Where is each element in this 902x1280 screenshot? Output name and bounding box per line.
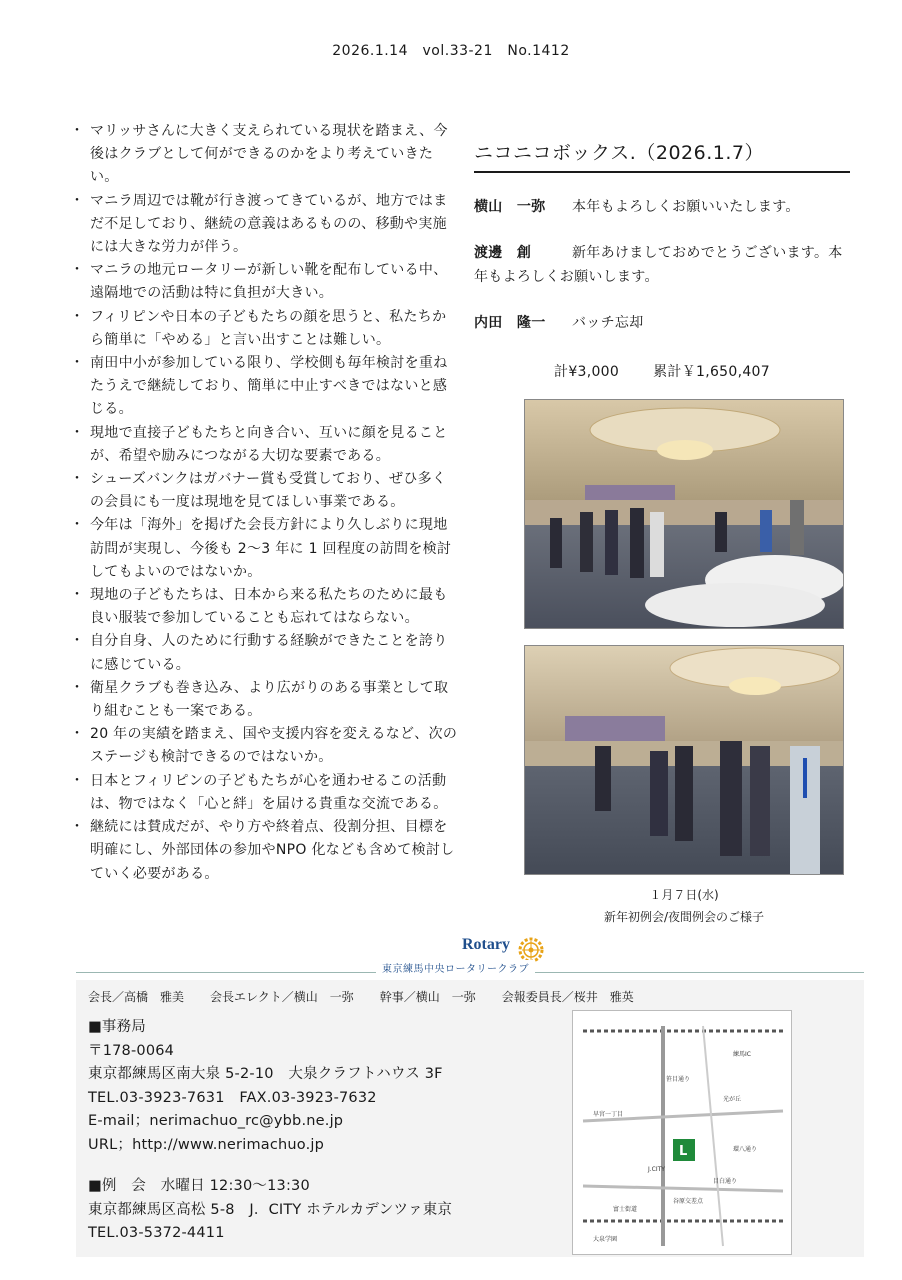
photo-caption-text: 新年初例会/夜間例会のご様子 [603,910,765,924]
meeting-schedule: ■例 会 水曜日 12:30～13:30 [88,1178,310,1194]
member-name: 渡邊 創 [474,245,532,261]
list-item: ・ フィリピンや日本の子どもたちの顔を思うと、私たちから簡単に「やめる」と言い出すことは難しい。 [74,306,458,352]
svg-text:L: L [679,1144,688,1159]
nikoniko-total [474,361,850,381]
issue-header: 2026.1.14 vol.33-21 No.1412 [332,43,570,59]
tel-fax: TEL.03-3923-7631 FAX.03-3923-7632 [88,1089,377,1106]
map-label: 目白通り [713,1178,738,1185]
member-name: 横山 一弥 [474,199,546,215]
officer: 会長エレクト／横山 一弥 [210,990,354,1004]
email-address: E-mail；nerimachuo_rc@ybb.ne.jp [88,1113,344,1129]
cumulative-amount: 累計￥1,650,407 [653,364,770,380]
officer: 会長／高橋 雅美 [88,990,185,1004]
nikoniko-entry [474,195,850,219]
website-url: URL；http://www.nerimachuo.jp [88,1136,325,1153]
nikoniko-box-section [474,120,850,381]
meeting-venue: 東京都練馬区高松 5-8 J．CITY ホテルカデンツァ東京 [88,1201,453,1218]
list-item: ・ マニラの地元ロータリーが新しい靴を配布している中、遠隔地での活動は特に負担が大きい。 [74,259,458,305]
map-label: J.CITY [648,1166,665,1173]
venue-tel: TEL.03-5372-4411 [88,1225,225,1241]
member-name: 内田 隆一 [474,315,546,331]
nikoniko-entry [474,241,850,289]
officer: 幹事／横山 一弥 [379,990,476,1004]
officers-line [88,988,660,1005]
list-item: ・ 継続には賛成だが、やり方や終着点、役割分担、目標を明確にし、外部団体の参加やNPO 化なども含めて検討していく必要がある。 [74,816,458,886]
meeting-photo-standing-members [524,645,844,875]
map-label: 笹目通り [666,1076,691,1083]
office-address: 東京都練馬区南大泉 5-2-10 大泉クラフトハウス 3F [88,1066,443,1082]
postal-code: 〒178-0064 [88,1042,175,1059]
nikoniko-title: ニコニコボックス.（2026.1.7） [474,128,850,173]
map-label: 早宮一丁目 [593,1111,624,1118]
list-item: ・ 衛星クラブも巻き込み、より広がりのある事業として取り組むことも一案である。 [74,677,458,723]
map-label: 富士街道 [613,1206,638,1213]
list-item: ・ 南田中小が参加している限り、学校側も毎年検討を重ねたうえで継続しており、簡単に中止すべきではないと感じる。 [74,352,458,422]
total-amount: 計¥3,000 [554,364,620,380]
list-item: ・ マニラ周辺では靴が行き渡ってきているが、地方ではまだ不足しており、継続の意義はあるものの、移動や実施には大きな労力が伴う。 [74,190,458,260]
list-item: ・ 今年は「海外」を掲げた会長方針により久しぶりに現地訪問が実現し、今後も 2～3 年に 1 回程度の訪問を検討してもよいのではないか。 [74,514,458,584]
map-label: 谷原交差点 [673,1198,704,1205]
access-map [572,1010,792,1255]
club-name: 東京練馬中央ロータリークラブ [376,960,535,975]
list-item: ・ 現地の子どもたちは、日本から来る私たちのために最も良い服装で参加していることも忘れてはならない。 [74,584,458,630]
officer: 会報委員長／桜井 雅英 [501,990,634,1004]
member-message: 本年もよろしくお願いいたします。 [572,199,800,215]
office-contact [88,1016,452,1246]
photo-caption [524,884,844,928]
nikoniko-entry [474,311,850,335]
list-item: ・ シューズバンクはガバナー賞も受賞しており、ぜひ多くの会員にも一度は現地を見てほしい事業である。 [74,468,458,514]
club-info-footer [76,980,864,1257]
meeting-photo-banquet-hall [524,399,844,629]
rotary-logo-text: Rotary [462,936,510,953]
list-item: ・ 現地で直接子どもたちと向き合い、互いに顔を見ることが、希望や励みにつながる大切な要素である。 [74,422,458,468]
map-label: 練馬IC [733,1051,751,1058]
list-item: ・ 20 年の実績を踏まえ、国や支援内容を変えるなど、次のステージも検討できるのではないか。 [74,723,458,769]
photo-caption-date: １月７日(水) [649,888,719,902]
member-message: 新年あけましておめでとうございます。本年もよろしくお願いします。 [474,245,843,285]
office-heading: ■事務局 [88,1019,146,1035]
map-label: 環八通り [733,1146,758,1153]
discussion-bullet-list [74,120,458,886]
list-item: ・ マリッサさんに大きく支えられている現状を踏まえ、今後はクラブとして何ができるのかをより考えていきたい。 [74,120,458,190]
list-item: ・ 自分自身、人のために行動する経験ができたことを誇りに感じている。 [74,630,458,676]
map-label: 大泉学園 [593,1236,618,1243]
map-label: 光が丘 [723,1096,742,1103]
member-message: バッチ忘却 [572,315,644,331]
list-item: ・ 日本とフィリピンの子どもたちが心を通わせるこの活動は、物ではなく「心と絆」を届ける貴重な交流である。 [74,770,458,816]
